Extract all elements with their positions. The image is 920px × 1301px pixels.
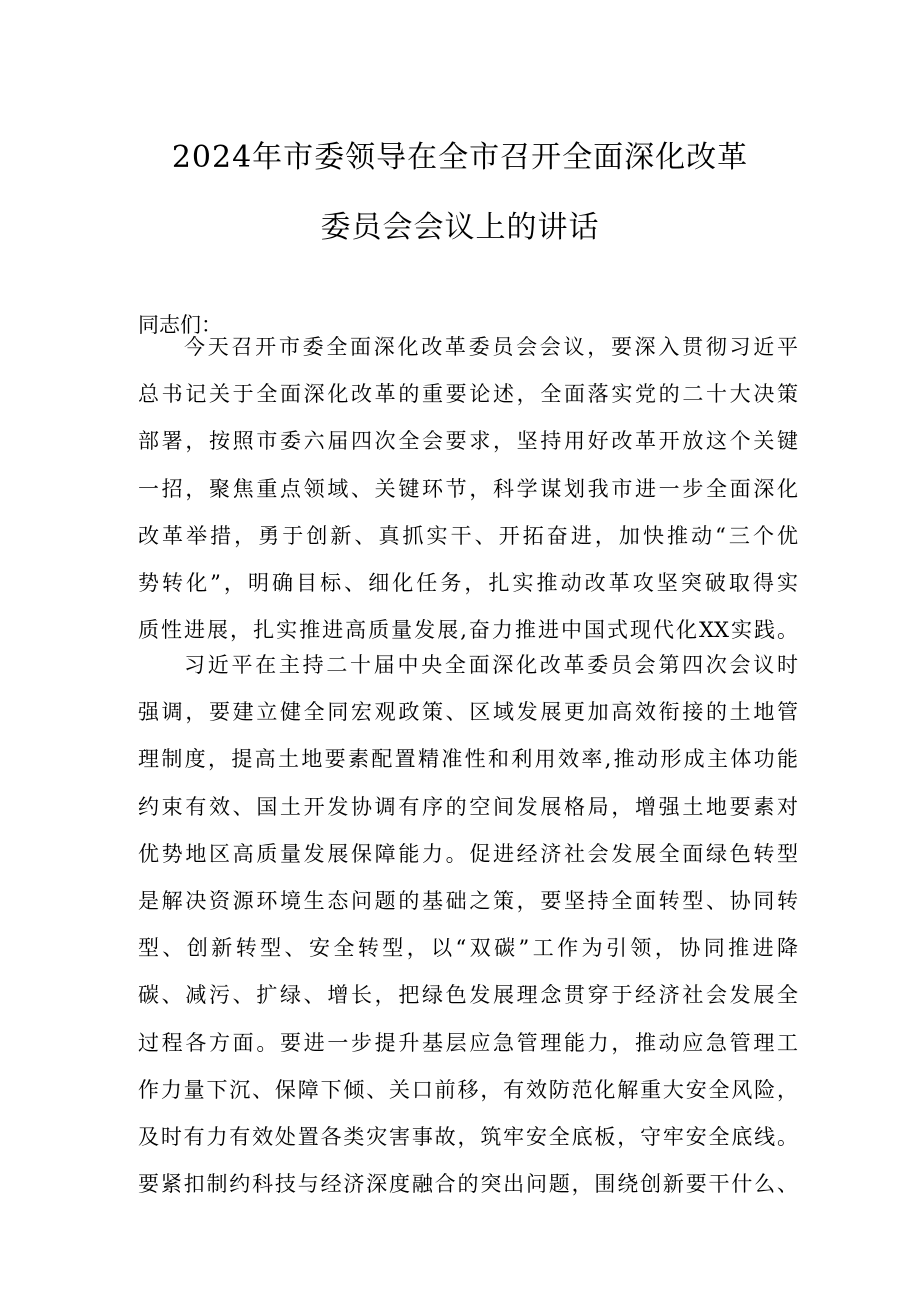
document-title-line-1: 2024年市委领导在全市召开全面深化改革 (171, 140, 749, 175)
document-title-line-2: 委员会会议上的讲话 (320, 210, 600, 245)
paragraph-line: 及时有力有效处置各类灾害事故，筑牢安全底板，守牢安全底线。 (138, 1124, 798, 1149)
paragraph-line: 质性进展，扎实推进高质量发展,奋力推进中国式现代化XX实践。 (138, 618, 798, 643)
paragraph-2 (138, 642, 798, 1208)
salutation: 同志们： (138, 313, 222, 337)
paragraph-line: 一招，聚焦重点领域、关键环节，科学谋划我市进一步全面深化 (138, 476, 798, 501)
paragraph-line: 习近平在主持二十届中央全面深化改革委员会第四次会议时 (184, 653, 798, 677)
paragraph-line: 改革举措，勇于创新、真抓实干、开拓奋进，加快推动“三个优 (138, 523, 798, 548)
paragraph-line: 理制度，提高土地要素配置精准性和利用效率,推动形成主体功能 (138, 747, 798, 772)
paragraph-line: 总书记关于全面深化改革的重要论述，全面落实党的二十大决策 (138, 382, 798, 407)
paragraph-line: 是解决资源环境生态问题的基础之策，要坚持全面转型、协同转 (138, 888, 798, 913)
paragraph-line: 今天召开市委全面深化改革委员会会议，要深入贯彻习近平 (184, 335, 798, 359)
paragraph-line: 优势地区高质量发展保障能力。促进经济社会发展全面绿色转型 (138, 841, 798, 866)
paragraph-line: 过程各方面。要进一步提升基层应急管理能力，推动应急管理工 (138, 1030, 798, 1055)
paragraph-line: 势转化”，明确目标、细化任务，扎实推动改革攻坚突破取得实 (138, 570, 798, 595)
paragraph-line: 要紧扣制约科技与经济深度融合的突出问题，围绕创新要干什么、 (138, 1172, 798, 1197)
paragraph-line: 约束有效、国土开发协调有序的空间发展格局，增强土地要素对 (138, 794, 798, 819)
paragraph-1 (138, 324, 798, 654)
paragraph-line: 碳、减污、扩绿、增长，把绿色发展理念贯穿于经济社会发展全 (138, 983, 798, 1008)
paragraph-line: 作力量下沉、保障下倾、关口前移，有效防范化解重大安全风险， (138, 1077, 798, 1102)
paragraph-line: 部署，按照市委六届四次全会要求，坚持用好改革开放这个关键 (138, 429, 798, 454)
paragraph-line: 型、创新转型、安全转型，以“双碳”工作为引领，协同推进降 (138, 936, 798, 961)
paragraph-line: 强调，要建立健全同宏观政策、区域发展更加高效衔接的土地管 (138, 700, 798, 725)
